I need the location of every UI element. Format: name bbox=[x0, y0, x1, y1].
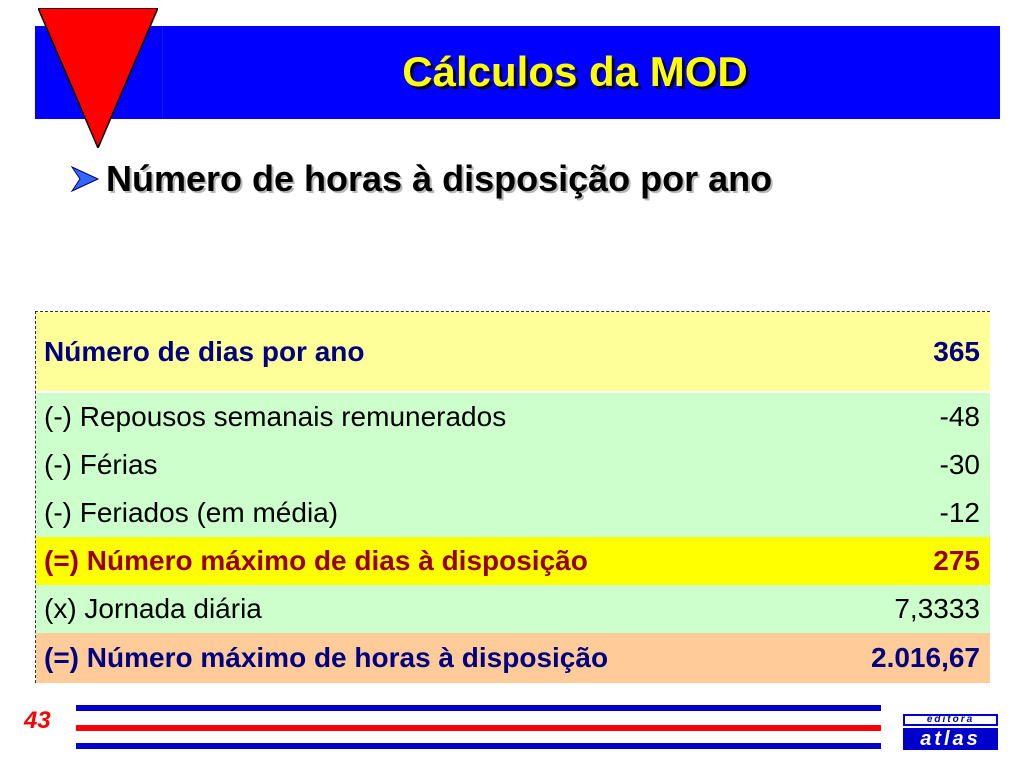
bullet-text: Número de horas à disposição por ano bbox=[106, 158, 773, 199]
footer-stripes bbox=[76, 703, 881, 753]
row-value: 275 bbox=[933, 545, 980, 576]
table-row-total-hours bbox=[36, 633, 990, 683]
row-value: -30 bbox=[939, 449, 980, 480]
footer-stripe-red bbox=[76, 725, 881, 731]
row-value: 365 bbox=[933, 335, 980, 367]
editora-atlas-logo bbox=[903, 714, 998, 750]
page-title: Cálculos da MOD bbox=[402, 48, 748, 95]
row-value: -48 bbox=[939, 401, 980, 432]
row-label: Número de dias por ano bbox=[44, 335, 365, 367]
row-label: (-) Feriados (em média) bbox=[44, 497, 339, 528]
bullet-item bbox=[70, 158, 772, 200]
table-row bbox=[36, 441, 990, 489]
table-row bbox=[36, 489, 990, 537]
table-row bbox=[36, 585, 990, 633]
table-row bbox=[36, 391, 990, 441]
logo-top-text: editora bbox=[903, 714, 998, 726]
row-label: (-) Férias bbox=[44, 449, 158, 480]
title-bar bbox=[35, 26, 1000, 119]
logo-bottom-text: atlas bbox=[903, 728, 998, 750]
footer-stripe-blue bbox=[76, 705, 881, 711]
calculation-table bbox=[35, 311, 990, 683]
row-label: (=) Número máximo de horas à disposição bbox=[44, 642, 609, 673]
row-label: (=) Número máximo de dias à disposição bbox=[44, 545, 588, 576]
row-value: 7,3333 bbox=[894, 593, 980, 624]
page-number: 43 bbox=[24, 707, 51, 734]
bullet-arrow-icon bbox=[70, 165, 100, 193]
row-label: (x) Jornada diária bbox=[44, 593, 262, 624]
table-row-header bbox=[36, 312, 990, 391]
table-row-total-days bbox=[36, 537, 990, 585]
triangle-marker-icon bbox=[38, 8, 158, 148]
row-value: 2.016,67 bbox=[871, 642, 980, 673]
row-label: (-) Repousos semanais remunerados bbox=[44, 401, 507, 432]
footer-stripe-blue bbox=[76, 743, 881, 749]
row-value: -12 bbox=[939, 497, 980, 528]
